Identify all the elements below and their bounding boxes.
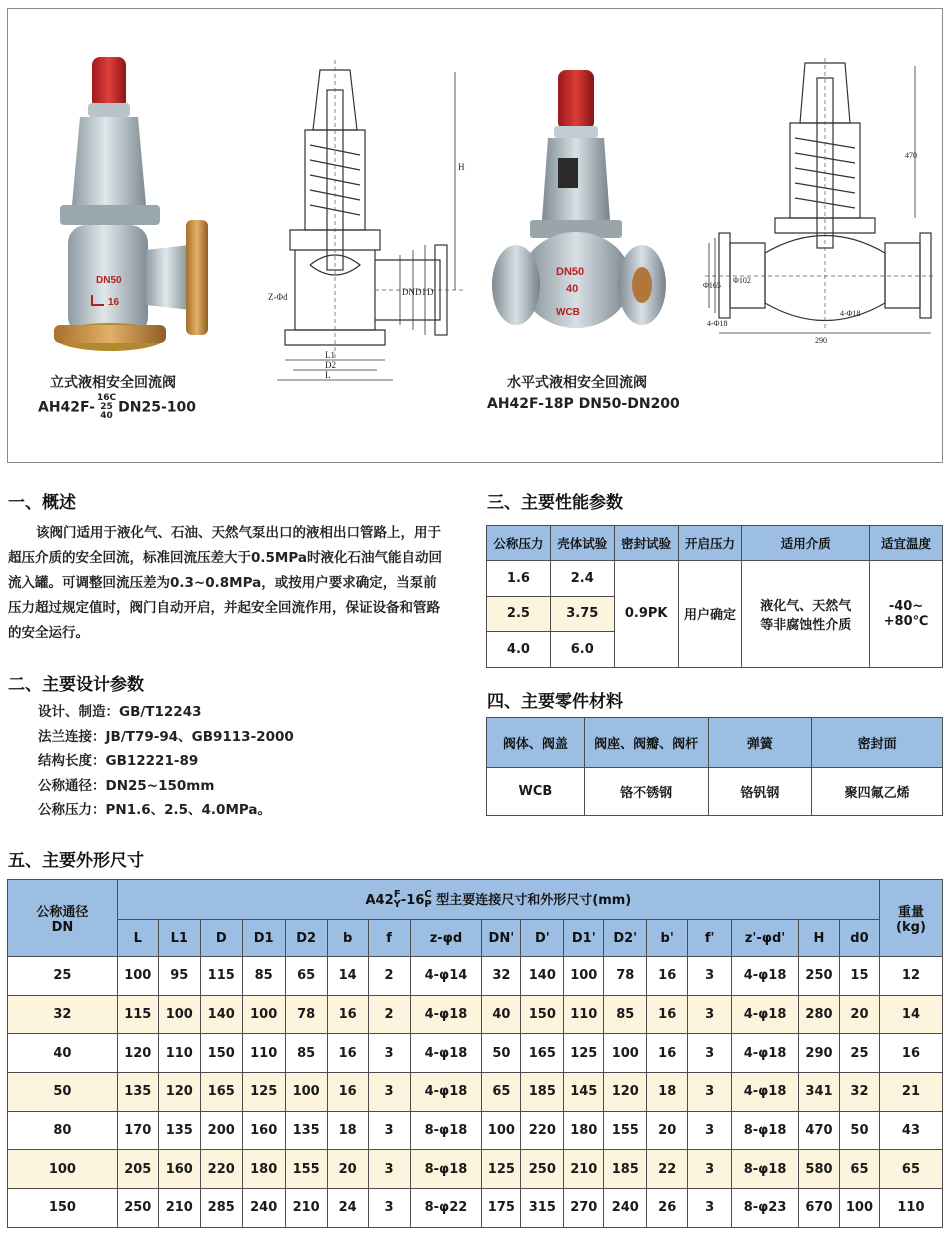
dim-type-c-bottom: P <box>424 899 432 911</box>
dim-cell: 160 <box>242 1111 285 1150</box>
dim-cell: 18 <box>327 1111 368 1150</box>
perf-col-medium: 适用介质 <box>742 526 870 561</box>
mat-col-seal: 密封面 <box>812 718 943 768</box>
dim-cell: 65 <box>285 957 327 996</box>
horizontal-valve-photo <box>490 70 670 360</box>
dim-cell: 65 <box>839 1150 879 1189</box>
perf-cell: 3.75 <box>550 596 614 632</box>
dim-cell: 135 <box>117 1073 158 1112</box>
photo2-plate-dn: DN50 <box>556 266 585 278</box>
perf-col-seal-test: 密封试验 <box>614 526 678 561</box>
dim-cell: 150 <box>200 1034 242 1073</box>
perf-cell: 4.0 <box>487 632 551 668</box>
vertical-valve-title: 立式液相安全回流阀 <box>50 375 176 391</box>
dim-cell: 115 <box>200 957 242 996</box>
dim-cell: 100 <box>564 957 604 996</box>
dim-type-f-top: F <box>393 889 401 901</box>
dim-cell: 280 <box>799 995 840 1034</box>
dim-type-mid: -16 <box>400 892 425 908</box>
dim-weight-line2: (kg) <box>896 920 926 935</box>
dim-cell: 120 <box>604 1073 647 1112</box>
dim-cell: 65 <box>482 1073 521 1112</box>
dim-cell: 125 <box>564 1034 604 1073</box>
perf-medium-line2: 等非腐蚀性介质 <box>760 617 852 633</box>
dim-cell: 16 <box>647 995 688 1034</box>
dim-cell: 220 <box>521 1111 564 1150</box>
dim-cell: 3 <box>688 1034 732 1073</box>
dim-cell: 50 <box>8 1073 118 1112</box>
dim-cell: 78 <box>604 957 647 996</box>
drawing2-label-l: 290 <box>815 336 827 345</box>
design-param-length: 结构长度：GB12221-89 <box>38 753 199 769</box>
performance-heading: 三、主要性能参数 <box>487 493 623 513</box>
vertical-valve-model-prefix: AH42F- <box>38 399 95 416</box>
perf-col-open-pressure: 开启压力 <box>678 526 742 561</box>
dim-type-suffix: 型主要连接尺寸和外形尺寸(mm) <box>431 892 632 908</box>
dim-cell: 135 <box>285 1111 327 1150</box>
perf-medium-value <box>742 561 870 668</box>
dim-cell: 155 <box>285 1150 327 1189</box>
drawing2-label-d1: Φ165 <box>703 281 721 290</box>
drawing1-label-dn: DN <box>402 287 415 297</box>
table-row <box>8 1189 943 1228</box>
dim-cell: 16 <box>879 1034 942 1073</box>
drawing2-label-zd: 4-Φ18 <box>707 319 728 328</box>
dim-cell: 18 <box>647 1073 688 1112</box>
dim-cell: 2 <box>368 957 410 996</box>
dim-cell: 100 <box>285 1073 327 1112</box>
perf-cell: 2.5 <box>487 596 551 632</box>
drawing1-label-zd: Z-Φd <box>268 292 288 302</box>
dim-cell: 240 <box>604 1189 647 1228</box>
dim-cell: 165 <box>521 1034 564 1073</box>
dim-cell: 200 <box>200 1111 242 1150</box>
horizontal-valve-model: AH42F-18P DN50-DN200 <box>487 396 680 412</box>
dim-cell: 32 <box>839 1073 879 1112</box>
dim-cell: 210 <box>564 1150 604 1189</box>
perf-seal-test-value: 0.9PK <box>614 561 678 668</box>
perf-col-nominal-pressure: 公称压力 <box>487 526 551 561</box>
dim-type-f-bottom: Y <box>393 899 401 911</box>
dim-col-header: f <box>368 920 410 957</box>
drawing1-label-d2: D2 <box>325 360 336 370</box>
dim-cell: 120 <box>117 1034 158 1073</box>
dim-cell: 155 <box>604 1111 647 1150</box>
dim-cell: 120 <box>158 1073 200 1112</box>
dim-cell: 250 <box>117 1189 158 1228</box>
dim-col-header: D2 <box>285 920 327 957</box>
dim-cell: 145 <box>564 1073 604 1112</box>
dim-cell: 135 <box>158 1111 200 1150</box>
dim-cell: 290 <box>799 1034 840 1073</box>
dimensions-subheader-row <box>8 920 943 957</box>
vertical-valve-photo <box>50 55 215 360</box>
drawing2-label-d3: Φ102 <box>733 276 751 285</box>
dim-cell: 8-φ18 <box>732 1111 799 1150</box>
dim-cell: 16 <box>647 957 688 996</box>
horizontal-valve-drawing <box>705 58 935 348</box>
dim-cell: 341 <box>799 1073 840 1112</box>
dim-col-dn <box>8 880 118 957</box>
dim-cell: 285 <box>200 1189 242 1228</box>
design-param-flange: 法兰连接：JB/T79-94、GB9113-2000 <box>38 728 294 745</box>
dim-cell: 8-φ23 <box>732 1189 799 1228</box>
mat-col-body: 阀体、阀盖 <box>487 718 585 768</box>
dim-cell: 4-φ18 <box>732 1073 799 1112</box>
dim-cell: 4-φ18 <box>732 995 799 1034</box>
perf-temp-line1: -40~ <box>888 598 924 614</box>
dim-cell: 270 <box>564 1189 604 1228</box>
vertical-valve-model <box>38 394 196 421</box>
perf-cell: 2.4 <box>550 561 614 597</box>
mat-body-value: WCB <box>487 768 585 816</box>
dim-col-header: D1' <box>564 920 604 957</box>
photo2-plate-pn: 40 <box>566 283 579 295</box>
dim-cell: 16 <box>327 1073 368 1112</box>
dim-col-header: D1 <box>242 920 285 957</box>
table-row <box>8 995 943 1034</box>
materials-table <box>486 717 943 816</box>
dim-cell: 580 <box>799 1150 840 1189</box>
dim-cell: 43 <box>879 1111 942 1150</box>
dim-cell: 240 <box>242 1189 285 1228</box>
dim-cell: 3 <box>688 957 732 996</box>
dim-col-header: d0 <box>839 920 879 957</box>
dim-col-weight <box>879 880 942 957</box>
drawing2-label-h: 470 <box>905 151 917 160</box>
dim-cell: 85 <box>242 957 285 996</box>
dim-cell: 100 <box>604 1034 647 1073</box>
dim-cell: 85 <box>604 995 647 1034</box>
dim-cell: 8-φ18 <box>410 1150 482 1189</box>
dim-col-header: z-φd <box>410 920 482 957</box>
dim-weight-line1: 重量 <box>897 905 924 920</box>
design-param-standard: 设计、制造：GB/T12243 <box>38 704 202 720</box>
dim-cell: 100 <box>242 995 285 1034</box>
dim-col-header: D <box>200 920 242 957</box>
dim-cell: 205 <box>117 1150 158 1189</box>
dim-cell: 125 <box>242 1073 285 1112</box>
dim-cell: 100 <box>158 995 200 1034</box>
dim-col-header: L <box>117 920 158 957</box>
photo2-plate-mat: WCB <box>556 307 580 318</box>
drawing1-label-d1: D1 <box>415 287 426 297</box>
dim-col-header: f' <box>688 920 732 957</box>
design-param-pressure: 公称压力：PN1.6、2.5、4.0MPa。 <box>38 802 272 818</box>
dim-col-header: b <box>327 920 368 957</box>
dim-cell: 220 <box>200 1150 242 1189</box>
drawing1-label-d: D <box>427 287 434 297</box>
dim-cell: 15 <box>839 957 879 996</box>
dim-cell: 3 <box>368 1073 410 1112</box>
dim-col-header: D' <box>521 920 564 957</box>
table-row <box>8 1073 943 1112</box>
dim-cell: 85 <box>285 1034 327 1073</box>
dimensions-header-row <box>8 880 943 920</box>
table-row <box>487 768 943 816</box>
dim-col-header: z'-φd' <box>732 920 799 957</box>
dim-cell: 100 <box>482 1111 521 1150</box>
dim-cell: 14 <box>327 957 368 996</box>
dim-cell: 185 <box>604 1150 647 1189</box>
dim-cell: 3 <box>368 1111 410 1150</box>
dim-cell: 165 <box>200 1073 242 1112</box>
dim-cell: 16 <box>327 1034 368 1073</box>
dim-cell: 2 <box>368 995 410 1034</box>
performance-header-row <box>487 526 943 561</box>
pressure-40: 40 <box>100 411 113 421</box>
dim-cell: 8-φ18 <box>410 1111 482 1150</box>
perf-cell: 6.0 <box>550 632 614 668</box>
dim-cell: 185 <box>521 1073 564 1112</box>
dim-cell: 3 <box>688 1111 732 1150</box>
dim-cell: 14 <box>879 995 942 1034</box>
design-params-list <box>38 700 294 823</box>
dim-cell: 20 <box>327 1150 368 1189</box>
dim-cell: 12 <box>879 957 942 996</box>
dim-cell: 50 <box>839 1111 879 1150</box>
dim-cell: 78 <box>285 995 327 1034</box>
perf-medium-line1: 液化气、天然气 <box>760 598 852 614</box>
dim-type-prefix: A42 <box>365 892 394 908</box>
dim-cell: 140 <box>521 957 564 996</box>
dim-cell: 22 <box>647 1150 688 1189</box>
design-param-diameter: 公称通径：DN25~150mm <box>38 777 215 794</box>
dim-cell: 115 <box>117 995 158 1034</box>
drawing1-label-l: L <box>325 370 331 380</box>
dim-type-c-stack <box>424 890 431 910</box>
mat-seat-value: 铬不锈钢 <box>584 768 708 816</box>
dim-cell: 8-φ18 <box>732 1150 799 1189</box>
dim-cell: 140 <box>200 995 242 1034</box>
dim-cell: 26 <box>647 1189 688 1228</box>
dim-cell: 100 <box>839 1189 879 1228</box>
mat-seal-value: 聚四氟乙烯 <box>812 768 943 816</box>
dim-col-header: D2' <box>604 920 647 957</box>
dim-col-header: DN' <box>482 920 521 957</box>
table-row <box>8 1150 943 1189</box>
dim-cell: 100 <box>8 1150 118 1189</box>
dim-dn-line2: DN <box>51 920 74 935</box>
table-row <box>8 1111 943 1150</box>
materials-header-row <box>487 718 943 768</box>
dim-cell: 95 <box>158 957 200 996</box>
design-params-heading: 二、主要设计参数 <box>8 675 144 695</box>
table-row <box>8 957 943 996</box>
dim-cell: 160 <box>158 1150 200 1189</box>
dim-cell: 210 <box>158 1189 200 1228</box>
perf-open-pressure-value: 用户确定 <box>678 561 742 668</box>
dim-cell: 25 <box>839 1034 879 1073</box>
mat-spring-value: 铬钒钢 <box>708 768 812 816</box>
horizontal-valve-title: 水平式液相安全回流阀 <box>507 375 647 391</box>
dim-cell: 150 <box>8 1189 118 1228</box>
dimensions-body <box>8 957 943 1228</box>
dim-cell: 3 <box>368 1034 410 1073</box>
dim-cell: 20 <box>647 1111 688 1150</box>
dim-cell: 110 <box>158 1034 200 1073</box>
dim-cell: 65 <box>879 1150 942 1189</box>
dim-cell: 20 <box>839 995 879 1034</box>
dim-cell: 4-φ14 <box>410 957 482 996</box>
dim-cell: 3 <box>688 1150 732 1189</box>
dim-cell: 4-φ18 <box>732 1034 799 1073</box>
vertical-valve-drawing <box>265 60 475 390</box>
dim-type-c-top: C <box>424 889 432 901</box>
dim-cell: 16 <box>327 995 368 1034</box>
dim-cell: 3 <box>688 995 732 1034</box>
overview-text: 该阀门适用于液化气、石油、天然气泵出口的液相出口管路上，用于超压介质的安全回流，标准回流压差大于0.5MPa时液化石油气能自动回流入罐。可调整回流压差为0.3~0.8MPa，或按用户要求确定，当泵前压力超过规定值时，阀门自动开启，并起安全回流作用，保证设备和管路的安全运行。 <box>8 525 442 641</box>
dim-col-header: H <box>799 920 840 957</box>
materials-heading: 四、主要零件材料 <box>487 692 623 712</box>
dim-cell: 100 <box>117 957 158 996</box>
vertical-valve-pressure-stack <box>97 394 116 421</box>
dim-cell: 40 <box>482 995 521 1034</box>
dim-cell: 180 <box>564 1111 604 1150</box>
dim-cell: 24 <box>327 1189 368 1228</box>
dim-cell: 3 <box>368 1189 410 1228</box>
dim-cell: 4-φ18 <box>410 1073 482 1112</box>
dim-cell: 4-φ18 <box>732 957 799 996</box>
mat-col-seat: 阀座、阀瓣、阀杆 <box>584 718 708 768</box>
dim-cell: 315 <box>521 1189 564 1228</box>
dim-cell: 175 <box>482 1189 521 1228</box>
pressure-25: 25 <box>100 402 113 412</box>
dim-cell: 32 <box>482 957 521 996</box>
dim-type-header <box>117 880 879 920</box>
dim-cell: 170 <box>117 1111 158 1150</box>
dim-col-header: b' <box>647 920 688 957</box>
dim-cell: 210 <box>285 1189 327 1228</box>
photo1-plate-dn: DN50 <box>96 275 122 286</box>
dim-cell: 110 <box>242 1034 285 1073</box>
dim-cell: 50 <box>482 1034 521 1073</box>
dim-dn-line1: 公称通径 <box>36 905 89 920</box>
mat-col-spring: 弹簧 <box>708 718 812 768</box>
dim-cell: 8-φ22 <box>410 1189 482 1228</box>
pressure-16c: 16C <box>96 393 117 403</box>
vertical-valve-model-suffix: DN25-100 <box>118 399 196 416</box>
dim-cell: 40 <box>8 1034 118 1073</box>
drawing1-label-l1: L1 <box>325 350 335 360</box>
dimensions-table <box>7 879 943 1228</box>
dim-cell: 670 <box>799 1189 840 1228</box>
dim-cell: 110 <box>564 995 604 1034</box>
dim-cell: 21 <box>879 1073 942 1112</box>
dimensions-heading: 五、主要外形尺寸 <box>8 851 144 871</box>
photo1-plate-pn: 16 <box>108 297 120 308</box>
drawing1-label-h: H <box>458 162 465 172</box>
perf-temp-line2: +80℃ <box>883 613 929 629</box>
dim-cell: 470 <box>799 1111 840 1150</box>
table-row <box>8 1034 943 1073</box>
dim-cell: 180 <box>242 1150 285 1189</box>
dim-cell: 4-φ18 <box>410 1034 482 1073</box>
perf-cell: 1.6 <box>487 561 551 597</box>
dim-cell: 25 <box>8 957 118 996</box>
dim-type-f-stack <box>394 890 401 910</box>
perf-temperature-value <box>870 561 943 668</box>
perf-col-shell-test: 壳体试验 <box>550 526 614 561</box>
perf-col-temperature: 适宜温度 <box>870 526 943 561</box>
dim-cell: 125 <box>482 1150 521 1189</box>
dim-cell: 110 <box>879 1189 942 1228</box>
dim-cell: 250 <box>521 1150 564 1189</box>
overview-heading: 一、概述 <box>8 493 76 513</box>
dim-cell: 16 <box>647 1034 688 1073</box>
dim-cell: 3 <box>688 1073 732 1112</box>
performance-table <box>486 525 943 668</box>
dim-cell: 3 <box>688 1189 732 1228</box>
dim-cell: 150 <box>521 995 564 1034</box>
drawing2-label-bolts: 4-Φ18 <box>840 309 861 318</box>
dim-cell: 250 <box>799 957 840 996</box>
dim-cell: 4-φ18 <box>410 995 482 1034</box>
dim-cell: 32 <box>8 995 118 1034</box>
dim-col-header: L1 <box>158 920 200 957</box>
dim-cell: 3 <box>368 1150 410 1189</box>
dim-cell: 80 <box>8 1111 118 1150</box>
table-row <box>487 561 943 597</box>
